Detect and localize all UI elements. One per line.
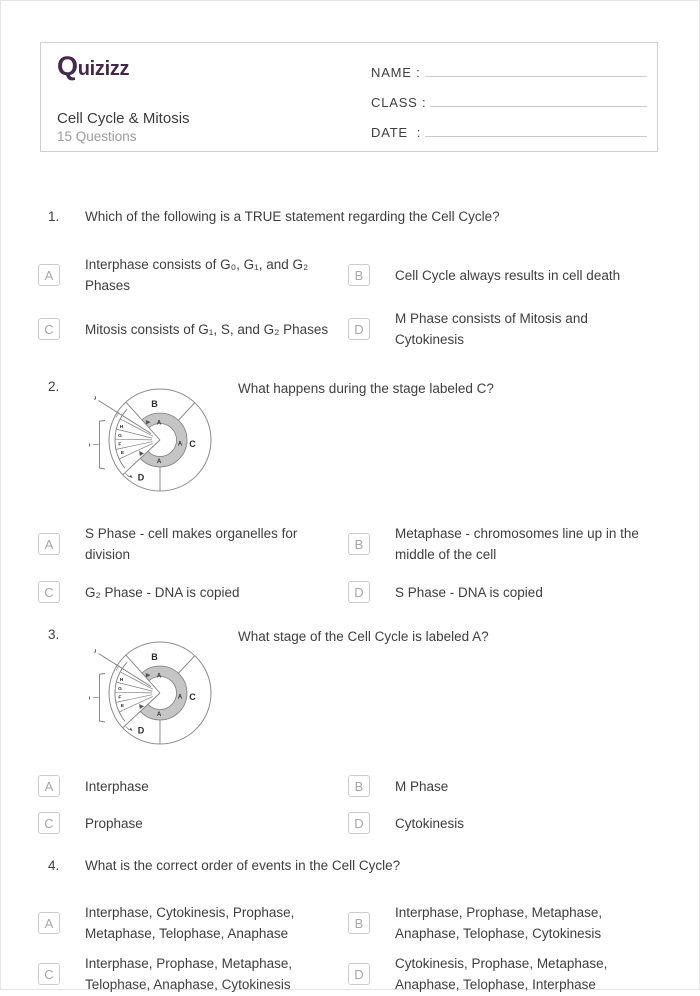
q1-option-b: [348, 253, 660, 297]
diagram-label-g: G: [118, 433, 122, 439]
cell-cycle-diagram-svg: [85, 383, 235, 501]
question-4-text: What is the correct order of events in the Cell Cycle?: [85, 858, 401, 873]
diagram-label-j: J: [93, 649, 97, 655]
q1-option-d: [348, 307, 660, 351]
date-input-line[interactable]: [425, 123, 647, 137]
q1-option-c: [38, 307, 348, 351]
q2-option-d: [348, 570, 660, 614]
q1-option-a: [38, 253, 348, 297]
q2-option-b: [348, 522, 660, 566]
q2-option-b-box[interactable]: B: [348, 533, 370, 555]
q1-option-c-text: Mitosis consists of G₁, S, and G₂ Phases: [85, 321, 329, 337]
date-label: DATE :: [371, 125, 422, 140]
question-1-options: [38, 253, 662, 351]
question-4-options: [38, 901, 662, 996]
q2-option-b-text: Metaphase - chromosomes line up in the middle of the cell: [395, 526, 639, 562]
date-field-row: [371, 123, 647, 140]
diagram-label-i: I: [88, 443, 91, 449]
q1-option-b-box[interactable]: B: [348, 264, 370, 286]
diagram-label-d: D: [137, 725, 145, 736]
question-2-text: What happens during the stage labeled C?: [238, 381, 494, 396]
name-input-line[interactable]: [425, 63, 647, 77]
diagram-label-a-bottom: A: [156, 459, 162, 465]
diagram-label-f: F: [118, 442, 122, 448]
q3-option-c: [38, 805, 348, 841]
q3-option-b-text: M Phase: [395, 778, 449, 794]
q1-option-d-text: M Phase consists of Mitosis and Cytokinesis: [395, 311, 588, 347]
q3-option-a-text: Interphase: [85, 778, 149, 794]
q2-option-a: [38, 522, 348, 566]
diagram-label-j: J: [93, 396, 97, 402]
diagram-label-c: C: [189, 439, 196, 449]
q4-option-c-text: Interphase, Prophase, Metaphase, Telophase, Anaphase, Cytokinesis: [85, 956, 293, 992]
q2-option-a-box[interactable]: A: [38, 533, 60, 555]
q4-option-b-box[interactable]: B: [348, 912, 370, 934]
diagram-label-a-right: A: [177, 441, 183, 448]
question-4-number: 4.: [48, 858, 60, 873]
q3-option-d-text: Cytokinesis: [395, 815, 465, 831]
cell-cycle-diagram-q2: [85, 383, 235, 501]
diagram-label-c: C: [189, 692, 196, 702]
q3-option-c-box[interactable]: C: [38, 812, 60, 834]
q4-option-a-box[interactable]: A: [38, 912, 60, 934]
question-1-number: 1.: [48, 209, 60, 224]
question-3-options: [38, 768, 662, 841]
q2-option-a-text: S Phase - cell makes organelles for division: [85, 526, 298, 562]
q3-option-d-box[interactable]: D: [348, 812, 370, 834]
diagram-label-b: B: [151, 652, 158, 662]
q4-option-d: [348, 952, 660, 996]
question-1-text: Which of the following is a TRUE statement regarding the Cell Cycle?: [85, 209, 500, 224]
cell-cycle-diagram-q3: [85, 636, 235, 754]
q1-option-b-text: Cell Cycle always results in cell death: [395, 267, 621, 283]
class-field-row: [371, 93, 647, 110]
diagram-label-a-bottom: A: [156, 712, 162, 718]
q4-option-d-text: Cytokinesis, Prophase, Metaphase, Anaphase, Telophase, Interphase: [395, 956, 608, 992]
q1-option-a-box[interactable]: A: [38, 264, 60, 286]
i-bracket: [100, 421, 106, 470]
q3-option-b-box[interactable]: B: [348, 775, 370, 797]
diagram-label-g: G: [118, 686, 122, 692]
diagram-label-h: H: [119, 425, 124, 430]
class-input-line[interactable]: [430, 93, 647, 107]
question-2-options: [38, 522, 662, 614]
q3-option-a: [38, 768, 348, 804]
q2-option-d-box[interactable]: D: [348, 581, 370, 603]
q4-option-c-box[interactable]: C: [38, 963, 60, 985]
q1-option-c-box[interactable]: C: [38, 318, 60, 340]
question-count: 15 Questions: [57, 129, 137, 144]
question-4: [48, 856, 400, 876]
name-label: NAME :: [371, 65, 421, 80]
q3-option-a-box[interactable]: A: [38, 775, 60, 797]
q4-option-a: [38, 901, 348, 945]
worksheet-header: [40, 42, 658, 152]
question-1: [48, 207, 500, 227]
i-bracket: [100, 674, 106, 723]
q2-option-c-text: G₂ Phase - DNA is copied: [85, 584, 240, 600]
name-field-row: [371, 63, 647, 80]
q3-option-d: [348, 805, 660, 841]
q3-option-c-text: Prophase: [85, 815, 143, 831]
q2-option-c-box[interactable]: C: [38, 581, 60, 603]
cell-cycle-diagram-svg: [85, 636, 235, 754]
q3-option-b: [348, 768, 660, 804]
diagram-label-f: F: [118, 695, 122, 701]
quizizz-logo: Quizizz: [57, 51, 130, 81]
diagram-label-a-top: A: [156, 673, 162, 680]
q4-option-d-box[interactable]: D: [348, 963, 370, 985]
question-2-number: 2.: [48, 379, 60, 394]
q1-option-a-text: Interphase consists of G₀, G₁, and G₂ Phases: [85, 257, 309, 293]
diagram-label-h: H: [119, 678, 124, 683]
diagram-label-d: D: [137, 472, 145, 483]
diagram-label-e: E: [120, 704, 125, 709]
diagram-label-a-top: A: [156, 420, 162, 427]
question-3-text: What stage of the Cell Cycle is labeled A?: [238, 629, 489, 644]
diagram-label-e: E: [120, 451, 125, 456]
q4-option-c: [38, 952, 348, 996]
q4-option-a-text: Interphase, Cytokinesis, Prophase, Metaphase, Telophase, Anaphase: [85, 905, 295, 941]
q2-option-d-text: S Phase - DNA is copied: [395, 584, 543, 600]
worksheet-title: Cell Cycle & Mitosis: [57, 110, 190, 127]
q1-option-d-box[interactable]: D: [348, 318, 370, 340]
question-3-number: 3.: [48, 627, 60, 642]
class-label: CLASS :: [371, 95, 427, 110]
q4-option-b-text: Interphase, Prophase, Metaphase, Anaphase, Telophase, Cytokinesis: [395, 905, 603, 941]
diagram-label-a-right: A: [177, 694, 183, 701]
diagram-label-i: I: [88, 696, 91, 702]
diagram-label-b: B: [151, 399, 158, 409]
q4-option-b: [348, 901, 660, 945]
q2-option-c: [38, 570, 348, 614]
